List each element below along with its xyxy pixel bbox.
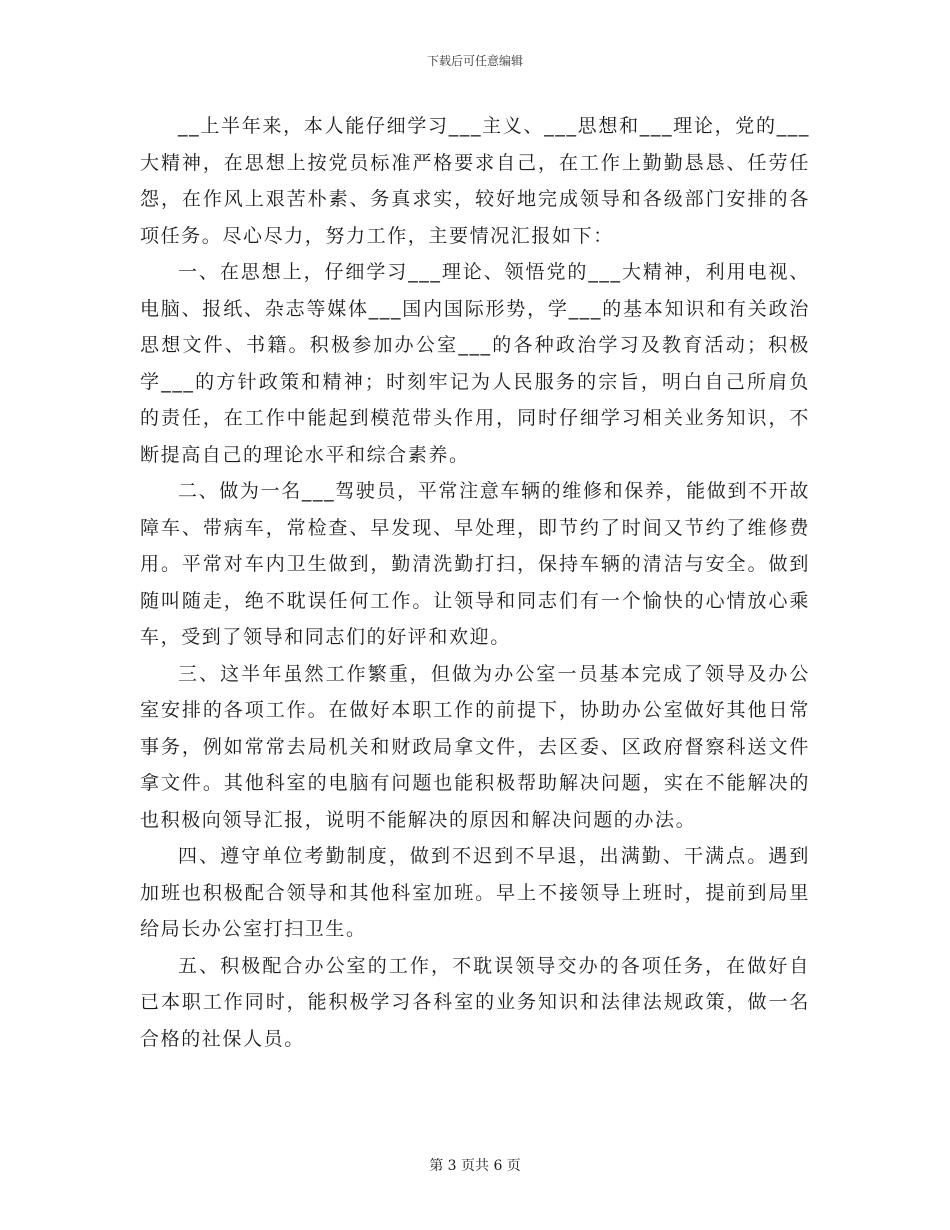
page-number: 第 3 页共 6 页: [429, 1158, 521, 1174]
paragraph-section-4: 四、遵守单位考勤制度，做到不迟到不早退，出满勤、干满点。遇到加班也积极配合领导和其他科室加班。早上不接领导上班时，提前到局里给局长办公室打扫卫生。: [140, 845, 810, 940]
paragraph-section-2: 二、做为一名___驾驶员，平常注意车辆的维修和保养，能做到不开故障车、带病车，常检查、早发现、早处理，即节约了时间又节约了维修费用。平常对车内卫生做到，勤清洗勤打扫，保持车辆的清洁与安全。做到随叫随走，绝不耽误任何工作。让领导和同志们有一个愉快的心情放心乘车，受到了领导和同志们的好评和欢迎。: [140, 480, 810, 648]
paragraph-intro: __上半年来，本人能仔细学习___主义、___思想和___理论，党的___大精神，在思想上按党员标准严格要求自己，在工作上勤勤恳恳、任劳任怨，在作风上艰苦朴素、务真求实，较好地完成领导和各级部门安排的各项任务。尽心尽力，努力工作，主要情况汇报如下：: [140, 115, 810, 247]
document-body: [140, 108, 810, 1057]
paragraph-section-5: 五、积极配合办公室的工作，不耽误领导交办的各项任务，在做好自已本职工作同时，能积极学习各科室的业务知识和法律法规政策，做一名合格的社保人员。: [140, 954, 810, 1050]
page-header: 下载后可任意编辑: [426, 54, 523, 68]
paragraph-section-3: 三、这半年虽然工作繁重，但做为办公室一员基本完成了领导及办公室安排的各项工作。在做好本职工作的前提下，协助办公室做好其他日常事务，例如常常去局机关和财政局拿文件，去区委、区政府督察科送文件拿文件。其他科室的电脑有问题也能积极帮助解决问题，实在不能解决的也积极向领导汇报，说明不能解决的原因和解决问题的办法。: [140, 662, 810, 831]
paragraph-section-1: 一、在思想上，仔细学习___理论、领悟党的___大精神，利用电视、电脑、报纸、杂志等媒体___国内国际形势，学___的基本知识和有关政治思想文件、书籍。积极参加办公室___的各种政治学习及教育活动；积极学___的方针政策和精神；时刻牢记为人民服务的宗旨，明白自己所肩负的责任，在工作中能起到模范带头作用，同时仔细学习相关业务知识，不断提高自己的理论水平和综合素养。: [140, 261, 810, 466]
